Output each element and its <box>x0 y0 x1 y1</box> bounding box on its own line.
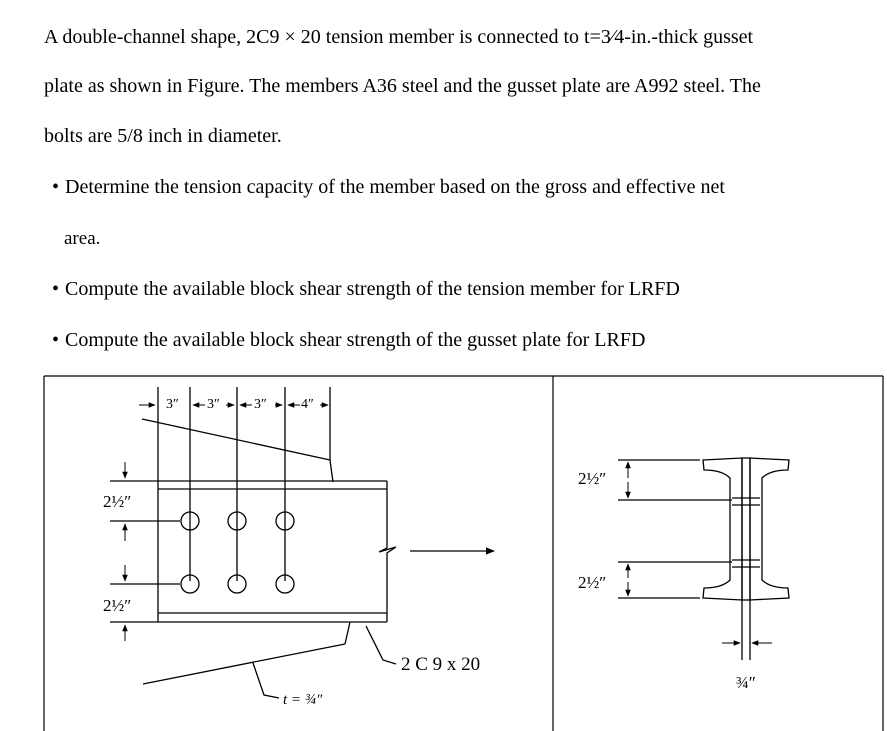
section-gage-label: 2½″ <box>578 573 607 592</box>
gusset-top-edge <box>142 419 330 460</box>
thickness-label-leader <box>253 663 279 698</box>
right-channel <box>750 458 789 600</box>
spacing-label: 3″ <box>207 397 220 412</box>
plan-view <box>110 387 494 698</box>
bullet-marker: • <box>52 278 60 300</box>
bullet-item-1-continuation: area. <box>64 228 101 249</box>
member-label: 2 C 9 x 20 <box>401 654 481 675</box>
bullet-text: Determine the tension capacity of the member based on the gross and effective net <box>65 176 725 198</box>
bullet-marker: • <box>52 329 60 351</box>
bullet-marker: • <box>52 176 60 198</box>
section-gage-label: 2½″ <box>578 469 607 488</box>
gusset-bottom-edge <box>143 644 345 684</box>
problem-line-1: A double-channel shape, 2C9 × 20 tension member is connected to t=3⁄4-in.-thick gusset <box>44 26 754 48</box>
problem-line-2: plate as shown in Figure. The members A36 steel and the gusset plate are A992 steel. The <box>44 75 761 97</box>
thickness-label: t = ¾″ <box>283 692 323 708</box>
spacing-label: 3″ <box>166 397 179 412</box>
gage-label: 2½″ <box>103 596 132 615</box>
gusset-top-end <box>330 460 333 482</box>
spacing-label: 3″ <box>254 397 267 412</box>
member-label-leader <box>366 626 396 664</box>
section-thickness-label: ¾″ <box>736 673 756 692</box>
figure-frame <box>44 376 883 731</box>
section-view <box>618 458 789 660</box>
spacing-label: 4″ <box>301 397 314 412</box>
bullet-text: Compute the available block shear strength of the tension member for LRFD <box>65 278 680 300</box>
bullet-text: Compute the available block shear strength of the gusset plate for LRFD <box>65 329 646 351</box>
problem-line-3: bolts are 5/8 inch in diameter. <box>44 125 282 147</box>
gusset-bottom-end <box>345 622 350 644</box>
section-gusset-plate <box>742 458 750 600</box>
member-break-line <box>379 481 396 622</box>
left-channel <box>703 458 742 600</box>
gage-label: 2½″ <box>103 492 132 511</box>
